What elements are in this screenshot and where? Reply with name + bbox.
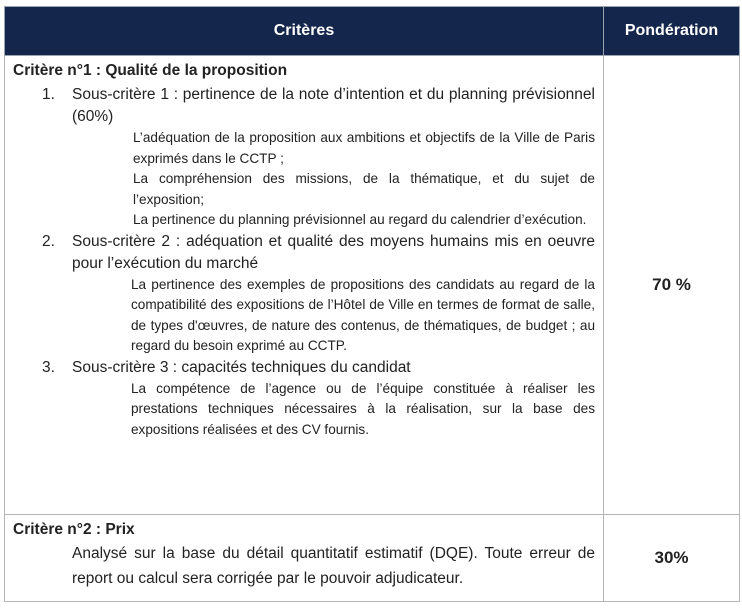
subcriterion-3	[42, 357, 595, 379]
criterion-2-description: Analysé sur la base du détail quantitatif estimatif (DQE). Toute erreur de report ou calcul sera corrigée par le pouvoir adjudicateur.	[72, 545, 595, 587]
subcriterion-2	[42, 231, 595, 275]
criterion-2-cell	[5, 515, 604, 602]
criteria-table	[4, 6, 740, 602]
subcriterion-text: Sous-critère 1 : pertinence de la note d’intention et du planning prévisionnel (60%)	[72, 86, 595, 125]
criterion-1-title: Critère n°1 : Qualité de la proposition	[13, 62, 288, 79]
table-row	[5, 515, 740, 602]
criterion-1-weight: 70 %	[604, 56, 740, 515]
criterion-2-weight: 30%	[604, 515, 740, 602]
criteria-table-container	[4, 6, 737, 602]
point-item: La compétence de l’agence ou de l’équipe constituée à réaliser les prestations techniques nécessaires à la réalisation, sur la base des expositions réalisées et des CV fournis.	[131, 380, 595, 437]
criterion-1-cell	[5, 56, 604, 515]
criterion-2-title: Critère n°2 : Prix	[13, 521, 135, 538]
table-row	[5, 56, 740, 515]
subcriterion-3-points	[131, 379, 595, 441]
subcriterion-number: 2.	[42, 232, 55, 250]
point-item: La compréhension des missions, de la thématique, et du sujet de l’exposition;	[133, 171, 595, 207]
header-criteria: Critères	[5, 7, 604, 56]
point-item: L’adéquation de la proposition aux ambitions et objectifs de la Ville de Paris exprimés dans le CCTP ;	[133, 130, 595, 166]
subcriterion-text: Sous-critère 2 : adéquation et qualité des moyens humains mis en oeuvre pour l’exécution du marché	[72, 232, 595, 272]
header-weight: Pondération	[604, 7, 740, 56]
subcriterion-2-points	[131, 275, 595, 357]
subcriterion-text: Sous-critère 3 : capacités techniques du candidat	[72, 358, 411, 376]
subcriterion-number: 3.	[42, 358, 55, 376]
point-item: La pertinence des exemples de propositions des candidats au regard de la compatibilité des expositions de l’Hôtel de Ville en termes de format de salle, de types d'œuvres, de nature des contenus, de thématiques, de budget ; au regard du besoin exprimé au CCTP.	[131, 276, 595, 353]
subcriterion-1	[42, 84, 595, 128]
subcriterion-1-points	[133, 128, 595, 231]
subcriterion-number: 1.	[42, 86, 55, 103]
point-item: La pertinence du planning prévisionnel au regard du calendrier d’exécution.	[133, 212, 587, 227]
table-header-row	[5, 7, 740, 56]
